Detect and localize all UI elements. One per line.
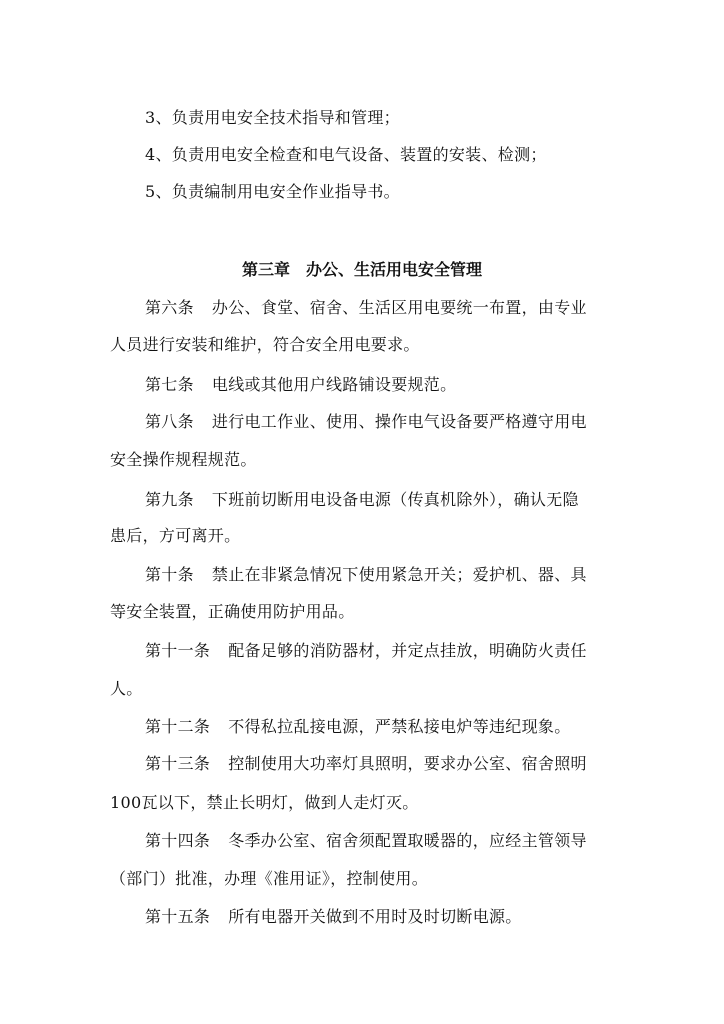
article-label: 第八条 bbox=[145, 412, 194, 431]
chapter-title: 第三章 办公、生活用电安全管理 bbox=[241, 260, 482, 279]
article-label: 第七条 bbox=[145, 375, 194, 394]
article-continuation: 等安全装置，正确使用防护用品。 bbox=[110, 602, 355, 621]
article-label: 第九条 bbox=[145, 490, 194, 509]
article-line bbox=[145, 563, 620, 587]
list-item: 4、负责用电安全检查和电气设备、装置的安装、检测； bbox=[145, 145, 547, 164]
article-text: 禁止在非紧急情况下使用紧急开关；爱护机、器、具 bbox=[211, 565, 587, 584]
list-item: 5、负责编制用电安全作业指导书。 bbox=[145, 182, 400, 201]
article-text: 所有电器开关做到不用时及时切断电源。 bbox=[228, 907, 522, 926]
article-label: 第十四条 bbox=[145, 831, 211, 850]
list-item: 3、负责用电安全技术指导和管理； bbox=[145, 108, 400, 127]
article-label: 第六条 bbox=[145, 298, 194, 317]
article-label: 第十一条 bbox=[145, 641, 211, 660]
article-line bbox=[145, 488, 620, 512]
article-text: 冬季办公室、宿舍须配置取暖器的，应经主管领导 bbox=[228, 831, 587, 850]
article-line bbox=[145, 410, 620, 434]
article-text: 电线或其他用户线路铺设要规范。 bbox=[211, 375, 457, 394]
article-text: 控制使用大功率灯具照明，要求办公室、宿舍照明 bbox=[228, 754, 587, 773]
article-line bbox=[145, 905, 620, 929]
article-line bbox=[145, 829, 620, 853]
article-line bbox=[145, 296, 620, 320]
article-continuation: （部门）批准，办理《准用证》，控制使用。 bbox=[110, 869, 429, 888]
article-line bbox=[145, 752, 620, 776]
article-text: 办公、食堂、宿舍、生活区用电要统一布置，由专业 bbox=[211, 298, 587, 317]
article-continuation: 100瓦以下，禁止长明灯，做到人走灯灭。 bbox=[110, 793, 419, 812]
article-text: 不得私拉乱接电源，严禁私接电炉等违纪现象。 bbox=[228, 717, 571, 736]
article-line bbox=[145, 715, 620, 739]
article-text: 配备足够的消防器材，并定点挂放，明确防火责任 bbox=[228, 641, 587, 660]
article-label: 第十三条 bbox=[145, 754, 211, 773]
article-line bbox=[145, 373, 620, 397]
article-label: 第十五条 bbox=[145, 907, 211, 926]
article-continuation: 患后，方可离开。 bbox=[110, 526, 241, 545]
article-continuation: 安全操作规程规范。 bbox=[110, 450, 257, 469]
article-text: 进行电工作业、使用、操作电气设备要严格遵守用电 bbox=[211, 412, 587, 431]
article-continuation: 人。 bbox=[110, 679, 143, 698]
article-line bbox=[145, 639, 620, 663]
article-continuation: 人员进行安装和维护，符合安全用电要求。 bbox=[110, 335, 420, 354]
article-text: 下班前切断用电设备电源（传真机除外），确认无隐 bbox=[211, 490, 579, 509]
article-label: 第十二条 bbox=[145, 717, 211, 736]
article-label: 第十条 bbox=[145, 565, 194, 584]
